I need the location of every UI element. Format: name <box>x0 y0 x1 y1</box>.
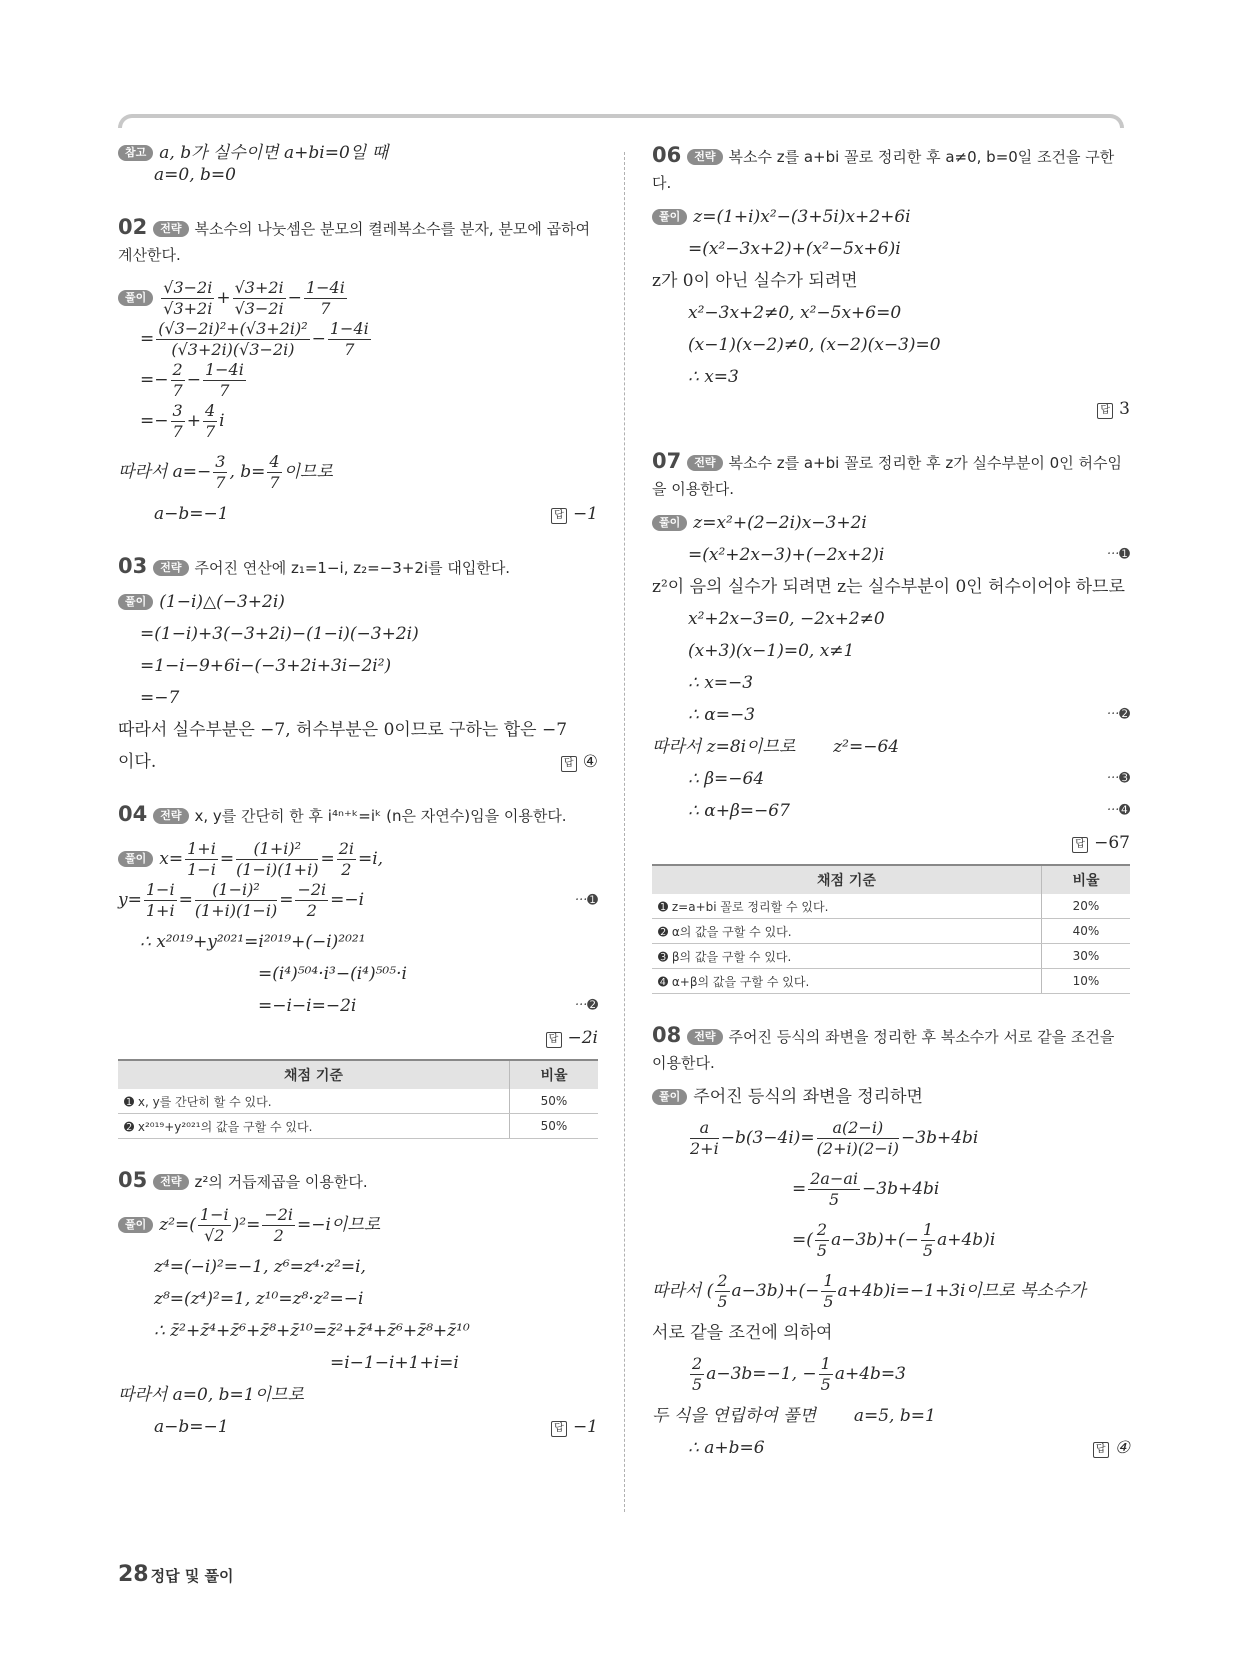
q07-answer: 답 −67 <box>1072 832 1130 854</box>
q07-step6-row <box>652 704 1130 726</box>
table-row: ➊ z=a+bi 꼴로 정리할 수 있다. 20% <box>652 894 1130 919</box>
q07-step1: 풀이 z=x²+(2−2i)x−3+2i <box>652 512 1130 534</box>
note-tag: 참고 <box>118 145 153 161</box>
q05-answer: 답 −1 <box>551 1416 598 1438</box>
strategy-tag: 전략 <box>153 221 188 237</box>
right-column <box>652 142 1130 1459</box>
q07-step8: ∴ α+β=−67 <box>688 801 790 821</box>
note-text: a, b가 실수이면 a+bi=0일 때 <box>159 143 389 163</box>
step-marker-2: ···➋ <box>574 998 598 1013</box>
q02-number: 02 <box>118 215 148 239</box>
strategy-tag: 전략 <box>153 1174 188 1190</box>
q06-number: 06 <box>652 143 682 167</box>
strategy-tag: 전략 <box>687 149 722 165</box>
q03-answer: 답 ④ <box>561 751 598 773</box>
q05-result: a−b=−1 <box>154 1417 229 1437</box>
q04-step5-row <box>118 995 598 1017</box>
q02-result-row <box>118 503 598 525</box>
q02-strategy: 복소수의 나눗셈은 분모의 켤레복소수를 분자, 분모에 곱하여 계산한다. <box>118 220 591 264</box>
q08-header <box>652 1022 1130 1076</box>
q05-result-row <box>118 1416 598 1438</box>
score-header-criteria: 채점 기준 <box>652 865 1042 894</box>
q07-strategy: 복소수 z를 a+bi 꼴로 정리한 후 z가 실수부분이 0인 허수임을 이용한다. <box>652 454 1122 498</box>
q04-strategy: x, y를 간단히 한 후 i⁴ⁿ⁺ᵏ=iᵏ (n은 자연수)임을 이용한다. <box>194 807 567 825</box>
q05-step1: 풀이 z²=( $\frac{1-i}{√2}$ )²= $\frac{-2i}{2}$ =−i이므로 <box>118 1205 598 1246</box>
table-row: ➊ x, y를 간단히 할 수 있다. 50% <box>118 1089 598 1114</box>
q03-strategy: 주어진 연산에 z₁=1−i, z₂=−3+2i를 대입한다. <box>194 559 511 577</box>
q08-eq2: = $\frac{2a-ai}{5}$ −3b+4bi <box>792 1169 940 1209</box>
q06-header <box>652 142 1130 196</box>
q07-step6: ∴ α=−3 <box>688 705 756 725</box>
strategy-tag: 전략 <box>687 1029 722 1045</box>
step-marker-1: ···➊ <box>1106 547 1130 562</box>
q03-step1: 풀이 (1−i)△(−3+2i) <box>118 591 598 613</box>
q06-step2: =(x²−3x+2)+(x²−5x+6)i <box>688 239 901 259</box>
answer-icon: 답 <box>551 1421 567 1437</box>
score-header-criteria: 채점 기준 <box>118 1060 510 1089</box>
q03-step2: =(1−i)+3(−3+2i)−(1−i)(−3+2i) <box>140 624 419 644</box>
table-row: ➋ α의 값을 구할 수 있다. 40% <box>652 919 1130 944</box>
q06-step5: ∴ x=3 <box>688 367 739 387</box>
solution-tag: 풀이 <box>118 851 153 867</box>
q03-result-row <box>118 751 598 773</box>
q04-header <box>118 801 598 829</box>
q06-answer: 답 3 <box>1097 398 1130 420</box>
q07-step2-row <box>652 544 1130 566</box>
table-row: ➋ x²⁰¹⁹+y²⁰²¹의 값을 구할 수 있다. 50% <box>118 1114 598 1139</box>
q07-answer-row <box>652 832 1130 854</box>
q08-result-row <box>652 1437 1130 1459</box>
solution-tag: 풀이 <box>652 1089 687 1105</box>
q02-header <box>118 214 598 268</box>
q03-conclusion-end: 이다. <box>118 752 157 772</box>
q05-number: 05 <box>118 1168 148 1192</box>
q06-step1: 풀이 z=(1+i)x²−(3+5i)x+2+6i <box>652 206 1130 228</box>
answer-icon: 답 <box>1093 1442 1109 1458</box>
q08-answer: 답 ④ <box>1093 1437 1130 1459</box>
q07-step7: ∴ β=−64 <box>688 769 765 789</box>
q06-step3: x²−3x+2≠0, x²−5x+6=0 <box>688 303 902 323</box>
q08-result: ∴ a+b=6 <box>688 1438 765 1458</box>
step-marker-2: ···➋ <box>1106 707 1130 722</box>
q06-answer-row <box>652 398 1130 420</box>
q03-step4: =−7 <box>140 688 180 708</box>
q05-conclusion: 따라서 a=0, b=1이므로 <box>118 1385 304 1405</box>
q05-strategy: z²의 거듭제곱을 이용한다. <box>194 1173 368 1191</box>
step-marker-4: ···➍ <box>1106 803 1130 818</box>
table-row: ➍ α+β의 값을 구할 수 있다. 10% <box>652 969 1130 994</box>
q03-number: 03 <box>118 554 148 578</box>
q08-intro: 풀이 주어진 등식의 좌변을 정리하면 <box>652 1086 1130 1108</box>
q07-step3: x²+2x−3=0, −2x+2≠0 <box>688 609 885 629</box>
q04-number: 04 <box>118 802 148 826</box>
q02-answer: 답 −1 <box>551 503 598 525</box>
note-result: a=0, b=0 <box>154 165 236 185</box>
note-line <box>118 142 598 164</box>
answer-icon: 답 <box>561 756 577 772</box>
q05-step3: z⁸=(z⁴)²=1, z¹⁰=z⁸·z²=−i <box>154 1289 364 1309</box>
solution-tag: 풀이 <box>118 290 153 306</box>
q07-step2: =(x²+2x−3)+(−2x+2)i <box>688 545 885 565</box>
score-header-ratio: 비율 <box>510 1060 599 1089</box>
q03-header <box>118 553 598 581</box>
page-footer <box>118 1562 234 1587</box>
left-column <box>118 142 598 1438</box>
q07-header <box>652 448 1130 502</box>
solution-tag: 풀이 <box>652 515 687 531</box>
q07-number: 07 <box>652 449 682 473</box>
solution-tag: 풀이 <box>118 1217 153 1233</box>
solution-tag: 풀이 <box>652 209 687 225</box>
q07-step5: ∴ x=−3 <box>688 673 754 693</box>
q04-y-row <box>118 880 598 921</box>
q05-step5: =i−1−i+1+i=i <box>330 1353 459 1373</box>
q04-step4: =(i⁴)⁵⁰⁴·i³−(i⁴)⁵⁰⁵·i <box>258 964 407 984</box>
q04-step5: =−i−i=−2i <box>258 996 357 1016</box>
solution-tag: 풀이 <box>118 594 153 610</box>
column-divider <box>624 152 625 1512</box>
q02-step2: = $\frac{\text{(√3−2i)²+(√3+2i)²}}{(√3+2i)(√3-2i)}$ − $\frac{1-4i}{7}$ <box>140 319 369 359</box>
answer-icon: 답 <box>551 508 567 524</box>
answer-icon: 답 <box>1097 403 1113 419</box>
q05-header <box>118 1167 598 1195</box>
q07-conclusion: 따라서 z=8i이므로 z²=−64 <box>652 737 900 757</box>
q07-step7-row <box>652 768 1130 790</box>
strategy-tag: 전략 <box>153 560 188 576</box>
q06-condition: z가 0이 아닌 실수가 되려면 <box>652 271 858 291</box>
q06-step4: (x−1)(x−2)≠0, (x−2)(x−3)=0 <box>688 335 941 355</box>
q04-answer: 답 −2i <box>546 1027 599 1049</box>
footer-title: 정답 및 풀이 <box>150 1567 234 1585</box>
table-row: ➌ β의 값을 구할 수 있다. 30% <box>652 944 1130 969</box>
q08-number: 08 <box>652 1023 682 1047</box>
q07-condition: z²이 음의 실수가 되려면 z는 실수부분이 0인 허수이어야 하므로 <box>652 577 1125 597</box>
q07-step4: (x+3)(x−1)=0, x≠1 <box>688 641 855 661</box>
step-marker-1: ···➊ <box>574 892 598 908</box>
q08-eq3: =( $\frac{2}{5}$ a−3b)+(− $\frac{1}{5}$ a+4b)i <box>792 1220 996 1260</box>
answer-icon: 답 <box>546 1032 562 1048</box>
q02-step4: =− $\frac{3}{7}$ + $\frac{4}{7}$ i <box>140 401 225 441</box>
q07-score-table <box>652 864 1130 994</box>
score-header-ratio: 비율 <box>1042 865 1131 894</box>
q06-strategy: 복소수 z를 a+bi 꼴로 정리한 후 a≠0, b=0일 조건을 구한다. <box>652 148 1115 192</box>
q04-y-line: y= $\frac{1-i}{1+i}$ = $\frac{\text{(1−i)²}}{(1+i)(1-i)}$ = $\frac{-2i}{2}$ =−i <box>118 880 365 920</box>
q08-condition: 서로 같을 조건에 의하여 <box>652 1323 833 1343</box>
q07-step8-row <box>652 800 1130 822</box>
q04-answer-row <box>118 1027 598 1049</box>
q08-solve: 두 식을 연립하여 풀면 a=5, b=1 <box>652 1406 936 1426</box>
strategy-tag: 전략 <box>153 808 188 824</box>
q03-step3: =1−i−9+6i−(−3+2i+3i−2i²) <box>140 656 392 676</box>
page-number: 28 <box>118 1562 149 1587</box>
q02-therefore: 따라서 a=− $\frac{3}{7}$ , b= $\frac{4}{7}$ 이므로 <box>118 452 333 492</box>
q02-result: a−b=−1 <box>154 504 229 524</box>
q08-conclusion: 따라서 ( $\frac{2}{5}$ a−3b)+(− $\frac{1}{5}$ a+4b)i=−1+3i이므로 복소수가 <box>652 1271 1086 1311</box>
step-marker-3: ···➌ <box>1106 771 1130 786</box>
q05-step4: ∴ z̄²+z̄⁴+z̄⁶+z̄⁸+z̄¹⁰=z̄²+z̄⁴+z̄⁶+z̄⁸+z̄¹⁰ <box>154 1321 470 1341</box>
q08-strategy: 주어진 등식의 좌변을 정리한 후 복소수가 서로 같을 조건을 이용한다. <box>652 1028 1115 1072</box>
q04-step3: ∴ x²⁰¹⁹+y²⁰²¹=i²⁰¹⁹+(−i)²⁰²¹ <box>140 932 366 952</box>
q02-step3: =− $\frac{2}{7}$ − $\frac{1-4i}{7}$ <box>140 360 244 400</box>
strategy-tag: 전략 <box>687 455 722 471</box>
q03-conclusion: 따라서 실수부분은 −7, 허수부분은 0이므로 구하는 합은 −7 <box>118 720 568 740</box>
q08-eq4: $\frac{2}{5}$ a−3b=−1, − $\frac{1}{5}$ a+4b=3 <box>692 1354 906 1394</box>
q04-x-line: 풀이 x= $\frac{1+i}{1-i}$ = $\frac{\text{(1+i)²}}{(1-i)(1+i)}$ = $\frac{2i}{2}$ =i, <box>118 839 598 880</box>
q05-step2: z⁴=(−i)²=−1, z⁶=z⁴·z²=i, <box>154 1257 366 1277</box>
q02-step1: 풀이 $\frac{√3-2i}{√3+2i}$ + $\frac{√3+2i}{√3-2i}$ − $\frac{1-4i}{7}$ <box>118 278 598 319</box>
answer-icon: 답 <box>1072 837 1088 853</box>
q08-eq1: $\frac{a}{2+i}$ −b(3−4i)= $\frac{a(2-i)}{(2+i)(2-i)}$ −3b+4bi <box>690 1118 979 1158</box>
top-border <box>118 114 1124 128</box>
q04-score-table <box>118 1059 598 1139</box>
